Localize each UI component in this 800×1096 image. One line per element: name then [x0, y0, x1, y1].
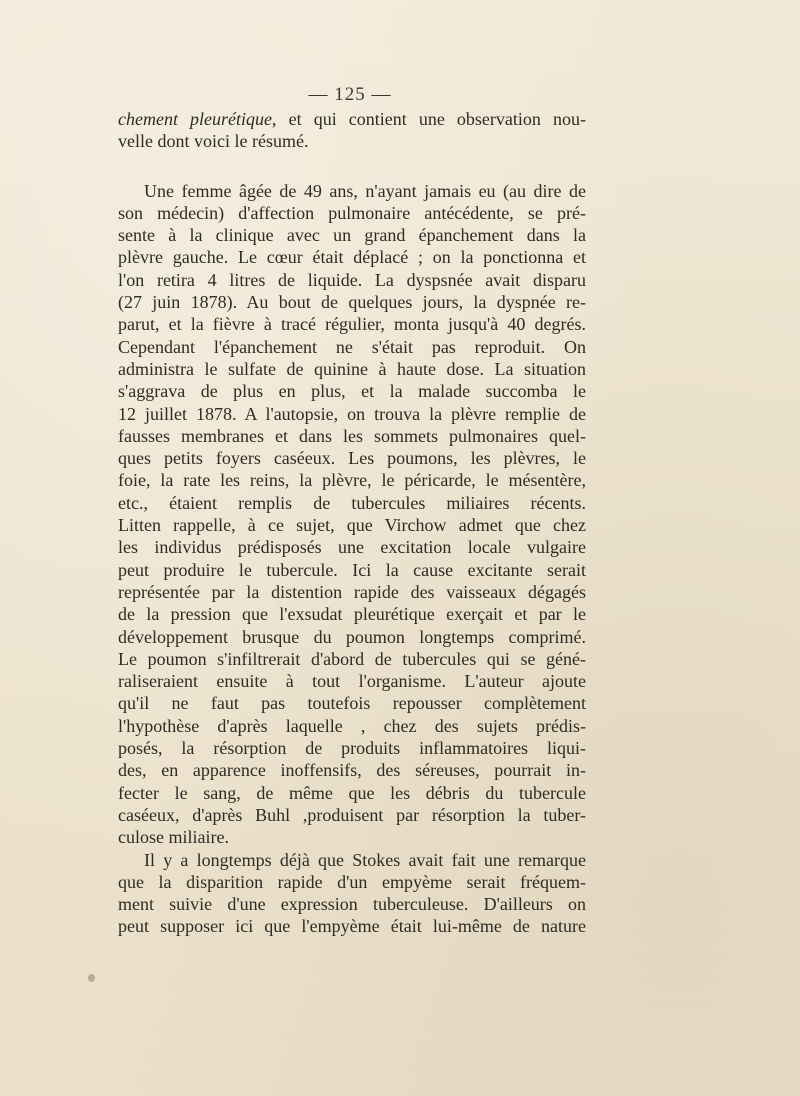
text-line [118, 915, 586, 937]
paragraph [118, 180, 586, 849]
line-text: velle dont voici le résumé. [118, 131, 309, 152]
italic-text: chement pleurétique [118, 109, 273, 129]
paragraph [118, 108, 586, 153]
line-text: parut, et la fièvre à tracé régulier, monta jusqu'à 40 degrés. [118, 314, 586, 335]
text-line [118, 804, 586, 826]
text-line [118, 737, 586, 759]
text-line [118, 514, 586, 536]
page-number: — 125 — [308, 84, 392, 105]
text-line [118, 291, 586, 313]
line-text: son médecin) d'affection pulmonaire antécédente, se pré- [118, 202, 586, 223]
line-text: fausses membranes et dans les sommets pulmonaires quel- [118, 425, 586, 446]
text-line [118, 108, 586, 130]
text-line [118, 224, 586, 246]
line-text: administra le sulfate de quinine à haute dose. La situation [118, 358, 586, 379]
text-line [118, 269, 586, 291]
text-line [118, 826, 586, 848]
line-text: sente à la clinique avec un grand épanchement dans la [118, 225, 586, 246]
text-line [118, 581, 586, 603]
text-line [118, 715, 586, 737]
paragraph [118, 849, 586, 938]
line-text: peut supposer ici que l'empyème était lui-même de nature [118, 916, 586, 937]
text-line [118, 782, 586, 804]
text-line [118, 336, 586, 358]
text-line [118, 180, 586, 202]
body-text [118, 108, 586, 938]
line-text: etc., étaient remplis de tubercules miliaires récents. [118, 492, 586, 513]
text-line [118, 313, 586, 335]
paper-speck [88, 974, 95, 982]
text-line [118, 871, 586, 893]
text-line [118, 893, 586, 915]
line-text: que la disparition rapide d'un empyème serait fréquem- [118, 871, 586, 892]
text-line [118, 246, 586, 268]
line-text: raliseraient ensuite à tout l'organisme. L'auteur ajoute [118, 671, 586, 692]
text-line [118, 492, 586, 514]
line-text: de la pression que l'exsudat pleurétique exerçait et par le [118, 604, 586, 625]
line-text: peut produire le tubercule. Ici la cause excitante serait [118, 559, 586, 580]
line-text: l'on retira 4 litres de liquide. La dyspsnée avait disparu [118, 269, 586, 290]
line-text: Cependant l'épanchement ne s'était pas reproduit. On [118, 336, 586, 357]
text-line [118, 536, 586, 558]
text-line [118, 380, 586, 402]
text-line [118, 403, 586, 425]
line-text: qu'il ne faut pas toutefois repousser complètement [118, 693, 586, 714]
text-line [118, 759, 586, 781]
line-text: représentée par la distention rapide des vaisseaux dégagés [118, 581, 586, 602]
line-text: , et qui contient une observation nou- [272, 109, 586, 129]
paragraph-gap [118, 153, 586, 180]
line-text: foie, la rate les reins, la plèvre, le péricarde, le mésentère, [118, 470, 586, 491]
text-line [118, 670, 586, 692]
text-line [118, 358, 586, 380]
line-text: Litten rappelle, à ce sujet, que Virchow admet que chez [118, 515, 586, 536]
line-text: ment suivie d'une expression tuberculeuse. D'ailleurs on [118, 894, 586, 915]
text-line [118, 447, 586, 469]
text-line [118, 202, 586, 224]
text-line [118, 849, 586, 871]
line-text: culose miliaire. [118, 827, 229, 848]
line-text: plèvre gauche. Le cœur était déplacé ; on la ponctionna et [118, 247, 586, 268]
line-text: ques petits foyers caséeux. Les poumons, les plèvres, le [118, 448, 586, 469]
text-line [118, 692, 586, 714]
text-line [118, 559, 586, 581]
line-text: (27 juin 1878). Au bout de quelques jours, la dyspnée re- [118, 292, 586, 313]
line-text: fecter le sang, de même que les débris du tubercule [118, 782, 586, 803]
line-text: les individus prédisposés une excitation locale vulgaire [118, 537, 586, 558]
text-line [118, 603, 586, 625]
line-text: Il y a longtemps déjà que Stokes avait fait une remarque [144, 849, 586, 870]
line-text: caséeux, d'après Buhl ,produisent par résorption la tuber- [118, 804, 586, 825]
line-text: des, en apparence inoffensifs, des séreuses, pourrait in- [118, 760, 586, 781]
line-text: développement brusque du poumon longtemps comprimé. [118, 626, 586, 647]
text-line [118, 626, 586, 648]
line-text: 12 juillet 1878. A l'autopsie, on trouva la plèvre remplie de [118, 403, 586, 424]
line-text: l'hypothèse d'après laquelle , chez des sujets prédis- [118, 715, 586, 736]
line-text: Le poumon s'infiltrerait d'abord de tubercules qui se géné- [118, 648, 586, 669]
line-text: Une femme âgée de 49 ans, n'ayant jamais eu (au dire de [144, 180, 586, 201]
text-line [118, 130, 586, 152]
line-text: posés, la résorption de produits inflammatoires liqui- [118, 738, 586, 759]
text-line [118, 648, 586, 670]
text-line [118, 425, 586, 447]
line-text: s'aggrava de plus en plus, et la malade succomba le [118, 381, 586, 402]
text-line [118, 469, 586, 491]
